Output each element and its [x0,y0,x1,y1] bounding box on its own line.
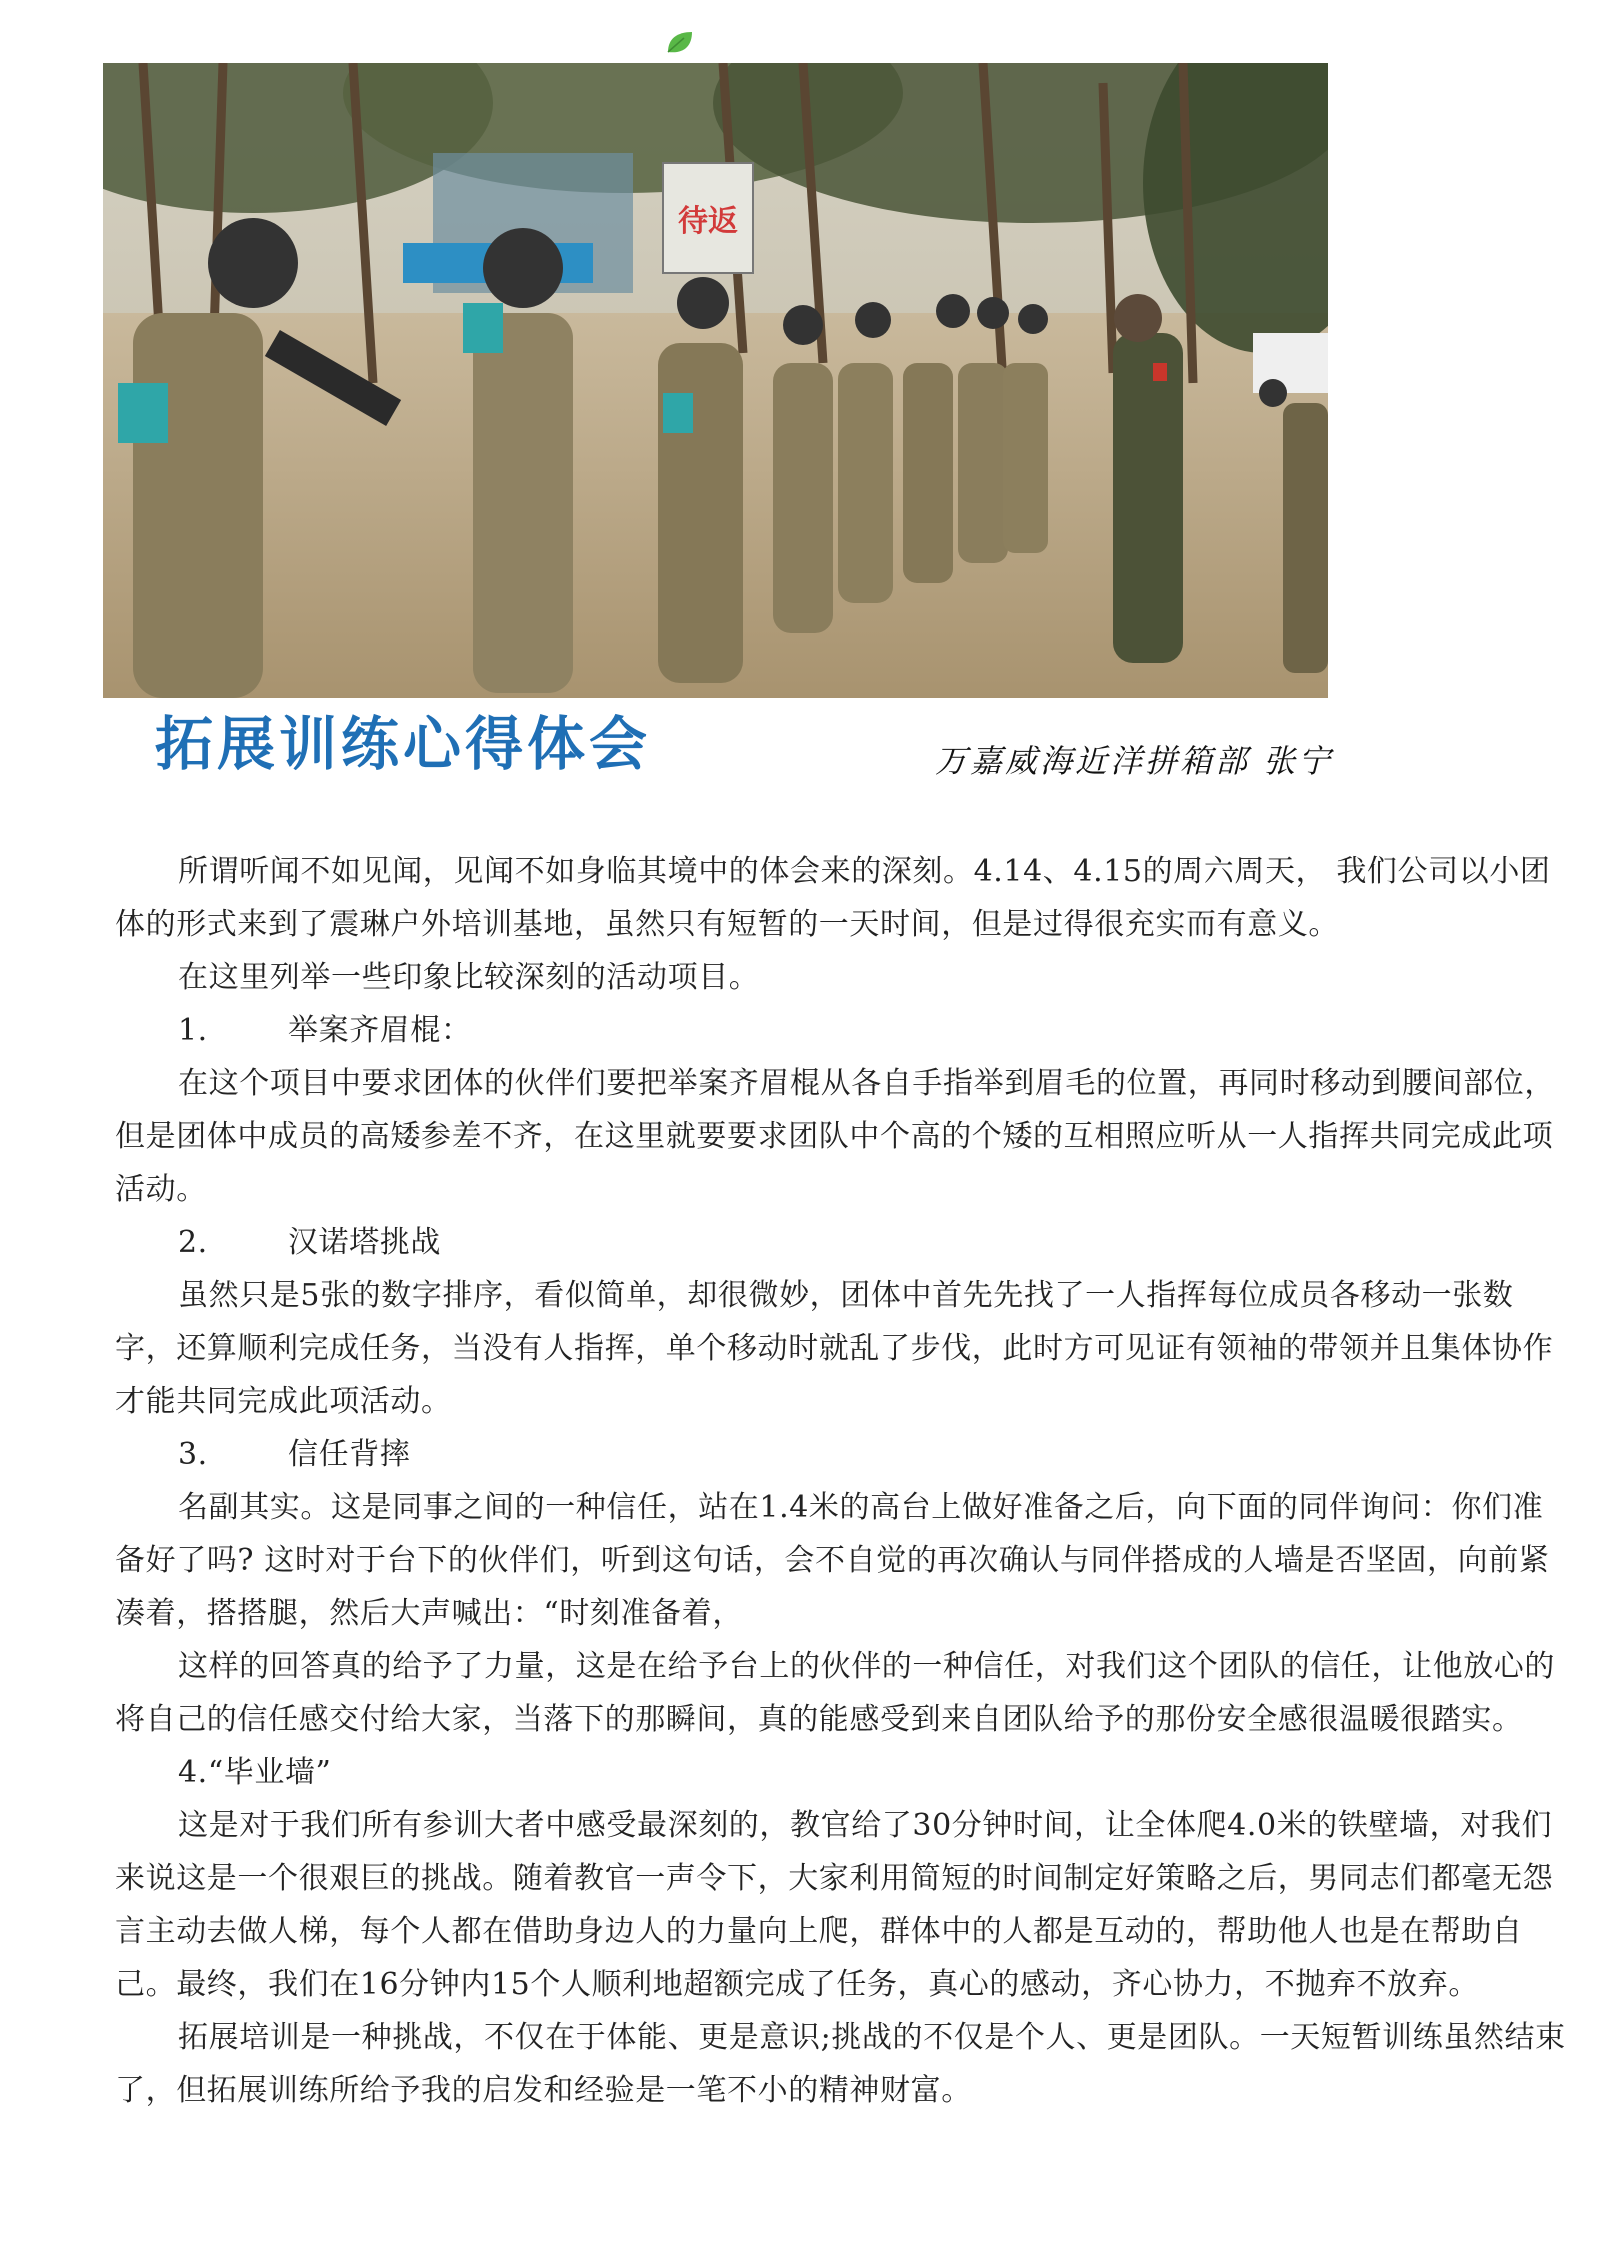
item-number-1: 1. [178,1013,208,1048]
paragraph-list-intro: 在这里列举一些印象比较深刻的活动项目。 [178,960,760,995]
author-byline: 万嘉威海近洋拼箱部 张宁 [935,742,1334,780]
item-heading-1 [115,1004,1573,1057]
item-text-2: 虽然只是5张的数字排序，看似简单，却很微妙，团体中首先先找了一人指挥每位成员各移动一张数字，还算顺利完成任务，当没有人指挥，单个移动时就乱了步伐，此时方可见证有领袖的带领并且集体协作才能共同完成此项活动。 [115,1278,1554,1419]
item-text-3: 名副其实。这是同事之间的一种信任，站在1.4米的高台上做好准备之后，向下面的同伴询问：你们准备好了吗? 这时对于台下的伙伴们，听到这句话，会不自觉的再次确认与同伴搭成的人墙是否坚固，向前紧凑着，搭搭腿，然后大声喊出：“时刻准备着， [115,1490,1550,1631]
item-number-2: 2. [178,1225,208,1260]
item-number-3: 3. [178,1437,208,1472]
item-title-1: 举案齐眉棍： [288,1013,472,1048]
paragraph-conclusion: 拓展培训是一种挑战，不仅在于体能、更是意识;挑战的不仅是个人、更是团队。一天短暂训练虽然结束了，但拓展训练所给予我的启发和经验是一笔不小的精神财富。 [115,2020,1566,2108]
item-title-3: 信任背摔 [288,1437,411,1472]
item-text-1: 在这个项目中要求团体的伙伴们要把举案齐眉棍从各自手指举到眉毛的位置，再同时移动到腰间部位，但是团体中成员的高矮参差不齐，在这里就要要求团队中个高的个矮的互相照应听从一人指挥共同完成此项活动。 [115,1066,1555,1207]
leaf-icon [664,30,694,56]
item-text-3b: 这样的回答真的给予了力量，这是在给予台上的伙伴的一种信任，对我们这个团队的信任，让他放心的将自己的信任感交付给大家，当落下的那瞬间，真的能感受到来自团队给予的那份安全感很温暖很踏实。 [115,1649,1555,1737]
item-heading-3 [115,1428,1573,1481]
paragraph-intro: 所谓听闻不如见闻，见闻不如身临其境中的体会来的深刻。4.14、4.15的周六周天， 我们公司以小团体的形式来到了震琳户外培训基地，虽然只有短暂的一天时间，但是过得很充实而有意义。 [115,854,1551,942]
item-title-2: 汉诺塔挑战 [288,1225,441,1260]
page-title: 拓展训练心得体会 [155,710,652,778]
sign-text: 待返 [678,204,738,239]
item-heading-2 [115,1216,1573,1269]
article-body [115,845,1573,2117]
item-text-4: 这是对于我们所有参训大者中感受最深刻的，教官给了30分钟时间，让全体爬4.0米的铁壁墙，对我们来说这是一个很艰巨的挑战。随着教官一声令下，大家利用简短的时间制定好策略之后，男同志们都毫无怨言主动去做人梯，每个人都在借助身边人的力量向上爬，群体中的人都是互动的，帮助他人也是在帮助自己。最终，我们在16分钟内15个人顺利地超额完成了任务，真心的感动，齐心协力，不抛弃不放弃。 [115,1808,1554,2002]
item-heading-4: 4.“毕业墙” [178,1755,332,1790]
training-photo [103,63,1328,698]
